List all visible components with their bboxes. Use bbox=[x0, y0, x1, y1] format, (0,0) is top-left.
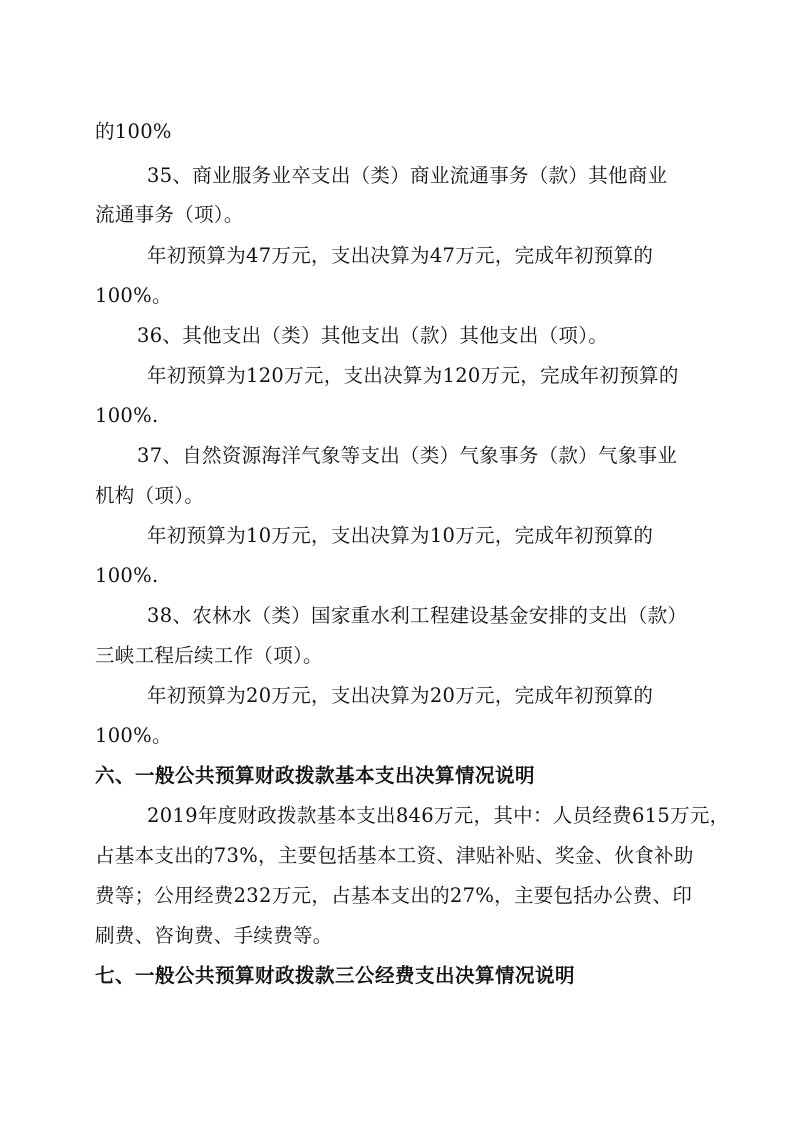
item-37-detail: 年初预算为10万元，支出决算为10万元，完成年初预算的 bbox=[147, 524, 654, 547]
item-38-title: 38、农林水（类）国家重水利工程建设基金安排的支出（款） bbox=[147, 604, 688, 627]
item-37-title: 37、自然资源海洋气象等支出（类）气象事务（款）气象事业 bbox=[137, 444, 678, 467]
section-six-paragraph-line-3: 费等；公用经费232万元，占基本支出的27%，主要包括办公费、印 bbox=[95, 884, 693, 907]
section-six-paragraph-line-4: 刷费、咨询费、手续费等。 bbox=[95, 924, 333, 947]
section-six-paragraph-line-2: 占基本支出的73%，主要包括基本工资、津贴补贴、奖金、伙食补助 bbox=[95, 844, 694, 867]
item-35-detail-cont: 100%。 bbox=[95, 284, 172, 307]
item-36-title: 36、其他支出（类）其他支出（款）其他支出（项）。 bbox=[137, 324, 609, 347]
paragraph-line: 的100% bbox=[95, 120, 172, 143]
item-35-title-cont: 流通事务（项）。 bbox=[95, 203, 244, 226]
section-heading-seven: 七、一般公共预算财政拨款三公经费支出决算情况说明 bbox=[95, 964, 576, 987]
item-37-detail-cont: 100%. bbox=[95, 564, 159, 587]
item-36-detail-cont: 100%. bbox=[95, 404, 159, 427]
item-35-detail: 年初预算为47万元，支出决算为47万元，完成年初预算的 bbox=[147, 244, 654, 267]
item-37-title-cont: 机构（项）。 bbox=[95, 484, 205, 507]
item-38-title-cont: 三峡工程后续工作（项）。 bbox=[95, 644, 323, 667]
section-six-paragraph-line-1: 2019年度财政拨款基本支出846万元，其中：人员经费615万元， bbox=[147, 804, 730, 827]
section-heading-six: 六、一般公共预算财政拨款基本支出决算情况说明 bbox=[95, 764, 536, 787]
item-35-title: 35、商业服务业卒支出（类）商业流通事务（款）其他商业 bbox=[147, 164, 668, 187]
item-38-detail: 年初预算为20万元，支出决算为20万元，完成年初预算的 bbox=[147, 684, 654, 707]
item-36-detail: 年初预算为120万元，支出决算为120万元，完成年初预算的 bbox=[147, 364, 679, 387]
item-38-detail-cont: 100%。 bbox=[95, 724, 172, 747]
